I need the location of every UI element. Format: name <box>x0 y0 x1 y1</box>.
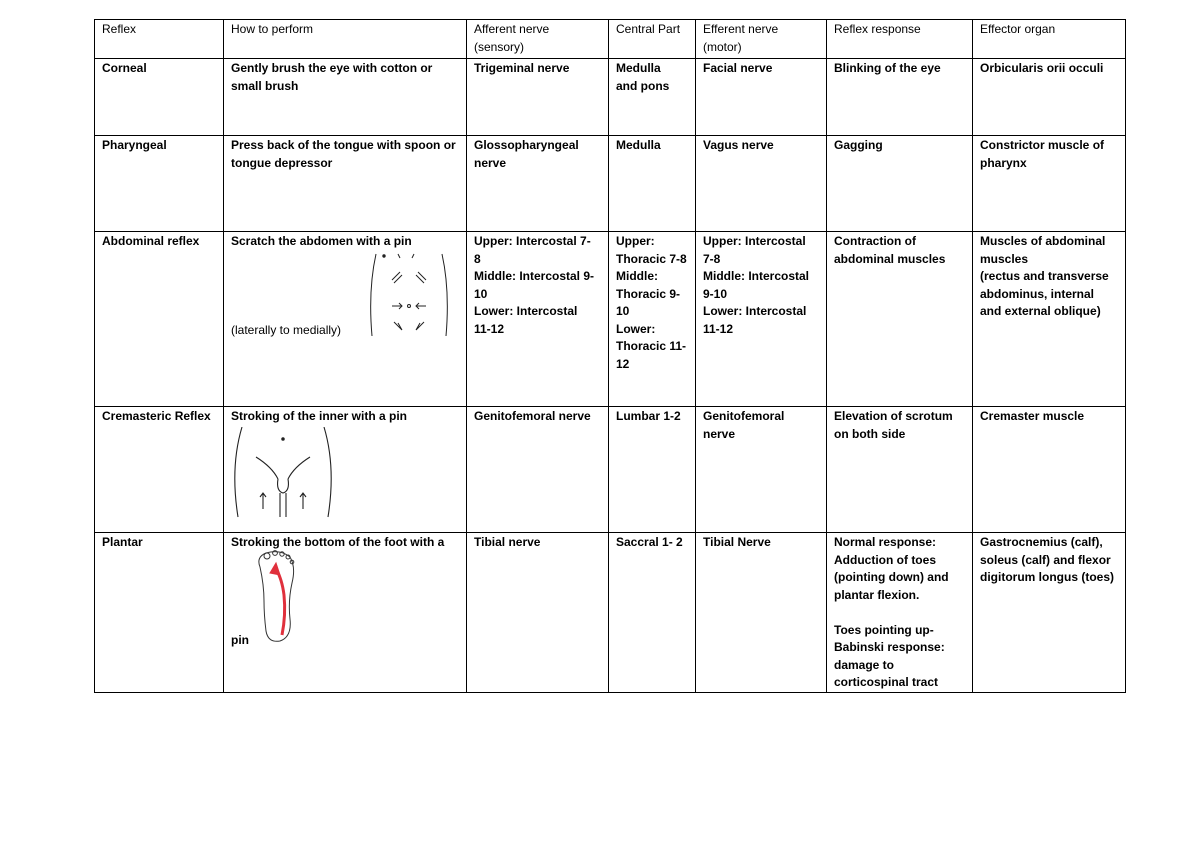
cell-reflex: Abdominal reflex <box>95 232 224 407</box>
cell-efferent: Tibial Nerve <box>696 533 827 693</box>
foot-illustration <box>250 549 300 645</box>
header-reflex: Reflex <box>95 20 224 59</box>
header-reflex-response: Reflex response <box>827 20 973 59</box>
header-efferent-nerve: Efferent nerve (motor) <box>696 20 827 59</box>
header-row <box>95 20 1126 59</box>
cell-afferent: Genitofemoral nerve <box>467 407 609 533</box>
table-row <box>95 59 1126 136</box>
table-row <box>95 136 1126 232</box>
cell-reflex: Pharyngeal <box>95 136 224 232</box>
header-afferent-nerve: Afferent nerve (sensory) <box>467 20 609 59</box>
cell-response: Elevation of scrotum on both side <box>827 407 973 533</box>
how-text: Stroking of the inner with a pin <box>231 409 407 423</box>
cell-how <box>224 232 467 407</box>
cell-effector: Orbicularis orii occuli <box>973 59 1126 136</box>
cell-central: Lumbar 1-2 <box>609 407 696 533</box>
header-how-to-perform: How to perform <box>224 20 467 59</box>
cell-afferent: Tibial nerve <box>467 533 609 693</box>
table-row <box>95 533 1126 693</box>
cell-response: Gagging <box>827 136 973 232</box>
cell-central: Medulla <box>609 136 696 232</box>
cell-efferent: Genitofemoral nerve <box>696 407 827 533</box>
cell-response: Blinking of the eye <box>827 59 973 136</box>
cell-efferent: Facial nerve <box>696 59 827 136</box>
cell-reflex: Plantar <box>95 533 224 693</box>
cell-effector: Cremaster muscle <box>973 407 1126 533</box>
header-central-part: Central Part <box>609 20 696 59</box>
groin-illustration <box>228 427 338 527</box>
reflex-table <box>94 19 1126 693</box>
cell-how <box>224 407 467 533</box>
cell-how <box>224 533 467 693</box>
cell-effector: Gastrocnemius (calf), soleus (calf) and flexor digitorum longus (toes) <box>973 533 1126 693</box>
cell-central: Saccral 1- 2 <box>609 533 696 693</box>
cell-central: Upper: Thoracic 7-8 Middle: Thoracic 9- 10 Lower: Thoracic 11- 12 <box>609 232 696 407</box>
cell-reflex: Cremasteric Reflex <box>95 407 224 533</box>
cell-afferent: Upper: Intercostal 7- 8 Middle: Intercostal 9- 10 Lower: Intercostal 11-12 <box>467 232 609 407</box>
cell-response: Contraction of abdominal muscles <box>827 232 973 407</box>
table-row <box>95 407 1126 533</box>
cell-afferent: Trigeminal nerve <box>467 59 609 136</box>
how-note: (laterally to medially) <box>231 323 342 337</box>
table-row <box>95 232 1126 407</box>
how-note: pin <box>231 633 249 647</box>
cell-effector: Constrictor muscle of pharynx <box>973 136 1126 232</box>
cell-effector: Muscles of abdominal muscles (rectus and transverse abdominus, internal and external oblique) <box>973 232 1126 407</box>
cell-afferent: Glossopharyngeal nerve <box>467 136 609 232</box>
cell-efferent: Vagus nerve <box>696 136 827 232</box>
cell-response: Normal response: Adduction of toes (pointing down) and plantar flexion. Toes pointing up- Babinski response: damage to corticospinal tract <box>827 533 973 693</box>
cell-central: Medulla and pons <box>609 59 696 136</box>
cell-how: Gently brush the eye with cotton or small brush <box>224 59 467 136</box>
header-effector-organ: Effector organ <box>973 20 1126 59</box>
cell-reflex: Corneal <box>95 59 224 136</box>
cell-efferent: Upper: Intercostal 7-8 Middle: Intercostal 9-10 Lower: Intercostal 11-12 <box>696 232 827 407</box>
abdomen-illustration <box>364 250 454 338</box>
cell-how: Press back of the tongue with spoon or tongue depressor <box>224 136 467 232</box>
how-text: Stroking the bottom of the foot with a <box>231 535 445 549</box>
how-text: Scratch the abdomen with a pin <box>231 234 412 248</box>
